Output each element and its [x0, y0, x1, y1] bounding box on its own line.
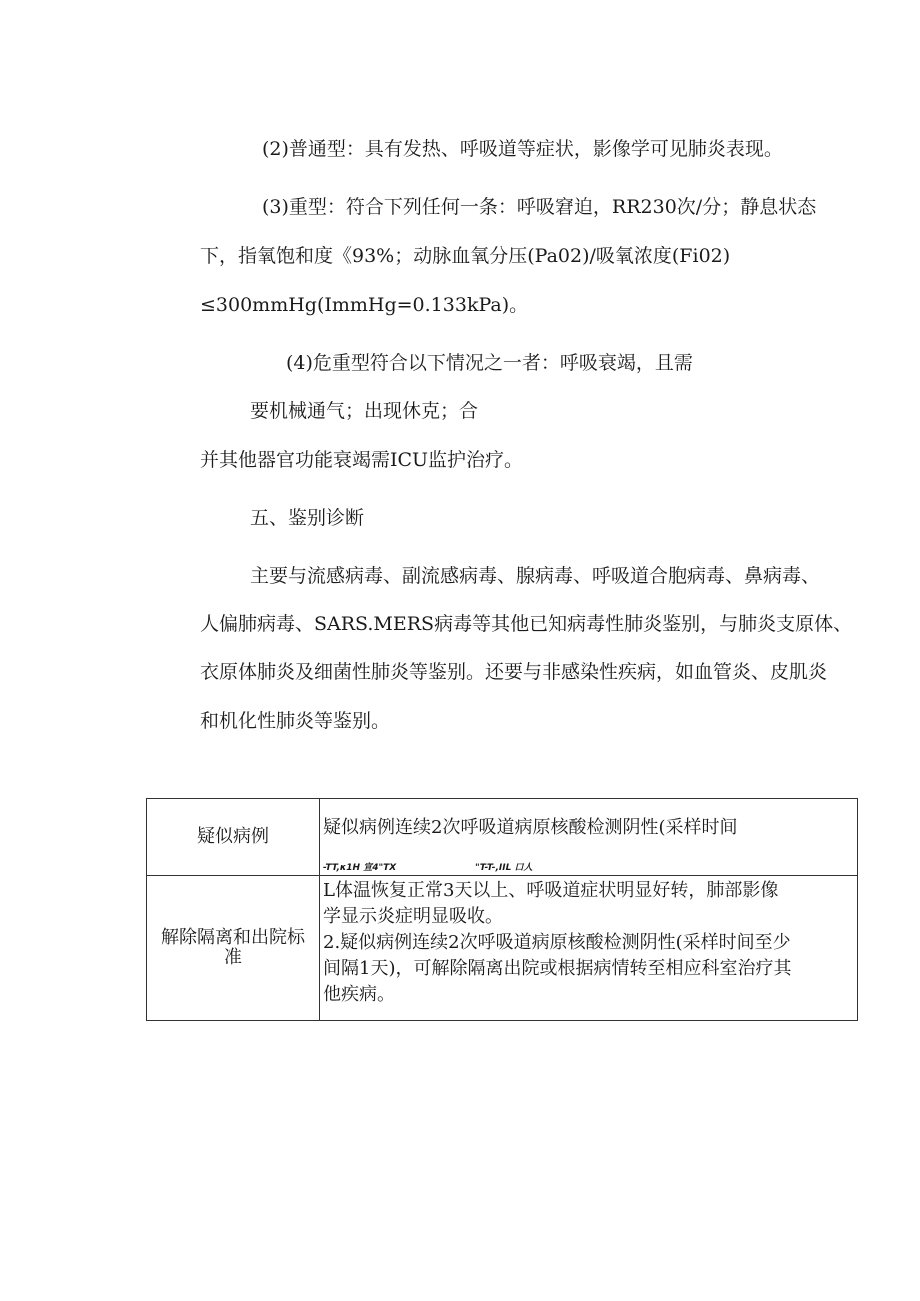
discharge-criteria-line: 他疾病。 [323, 984, 395, 1005]
discharge-criteria-line: L体温恢复正常3天以上、呼吸道症状明显好转，肺部影像 [323, 880, 779, 901]
discharge-criteria-line: 间隔1天)，可解除隔离出院或根据病情转至相应科室治疗其 [323, 958, 792, 979]
row-content-discharge [320, 876, 858, 1021]
discharge-criteria-line: 2.疑似病例连续2次呼吸道病原核酸检测阴性(采样时间至少 [323, 932, 791, 953]
row-label-suspected: 疑似病例 [147, 799, 320, 876]
garbled-text-right: "T-T-,IIL 口人 [475, 863, 533, 873]
para-severe-type-3: ≤300mmHg(ImmHg=0.133kPa)。 [200, 294, 529, 316]
para-differential-3: 衣原体肺炎及细菌性肺炎等鉴别。还要与非感染性疾病，如血管炎、皮肌炎 [200, 661, 828, 683]
row-label-discharge: 解除隔离和出院标 准 [147, 876, 320, 1021]
suspected-criteria-text: 疑似病例连续2次呼吸道病原核酸检测阴性(采样时间 [323, 817, 738, 838]
para-severe-type-1: (3)重型：符合下列任何一条：呼吸窘迫，RR230次/分；静息状态 [262, 196, 817, 218]
para-differential-1: 主要与流感病毒、副流感病毒、腺病毒、呼吸道合胞病毒、鼻病毒、 [250, 565, 821, 587]
para-critical-type-3: 并其他器官功能衰竭需ICU监护治疗。 [200, 449, 524, 471]
garbled-text-left: -TT,κ1H 宣4"TX [323, 863, 397, 873]
discharge-criteria-line: 学显示炎症明显吸收。 [323, 906, 503, 927]
table-row [147, 799, 858, 876]
row-content-suspected [320, 799, 858, 876]
para-differential-2: 人偏肺病毒、SARS.MERS病毒等其他已知病毒性肺炎鉴别，与肺炎支原体、 [200, 613, 853, 635]
table-row [147, 876, 858, 1021]
para-critical-type-2: 要机械通气；出现休克；合 [250, 400, 479, 422]
para-critical-type-1: (4)危重型符合以下情况之一者：呼吸衰竭，且需 [286, 352, 693, 374]
para-normal-type: (2)普通型：具有发热、呼吸道等症状，影像学可见肺炎表现。 [262, 138, 783, 160]
criteria-table [146, 798, 858, 1021]
para-differential-4: 和机化性肺炎等鉴别。 [200, 710, 391, 732]
para-severe-type-2: 下，指氧饱和度《93%；动脉血氧分压(Pa02)/吸氧浓度(Fi02) [200, 245, 731, 267]
garbled-text-line [323, 861, 855, 875]
section-heading-differential: 五、鉴别诊断 [250, 507, 365, 529]
